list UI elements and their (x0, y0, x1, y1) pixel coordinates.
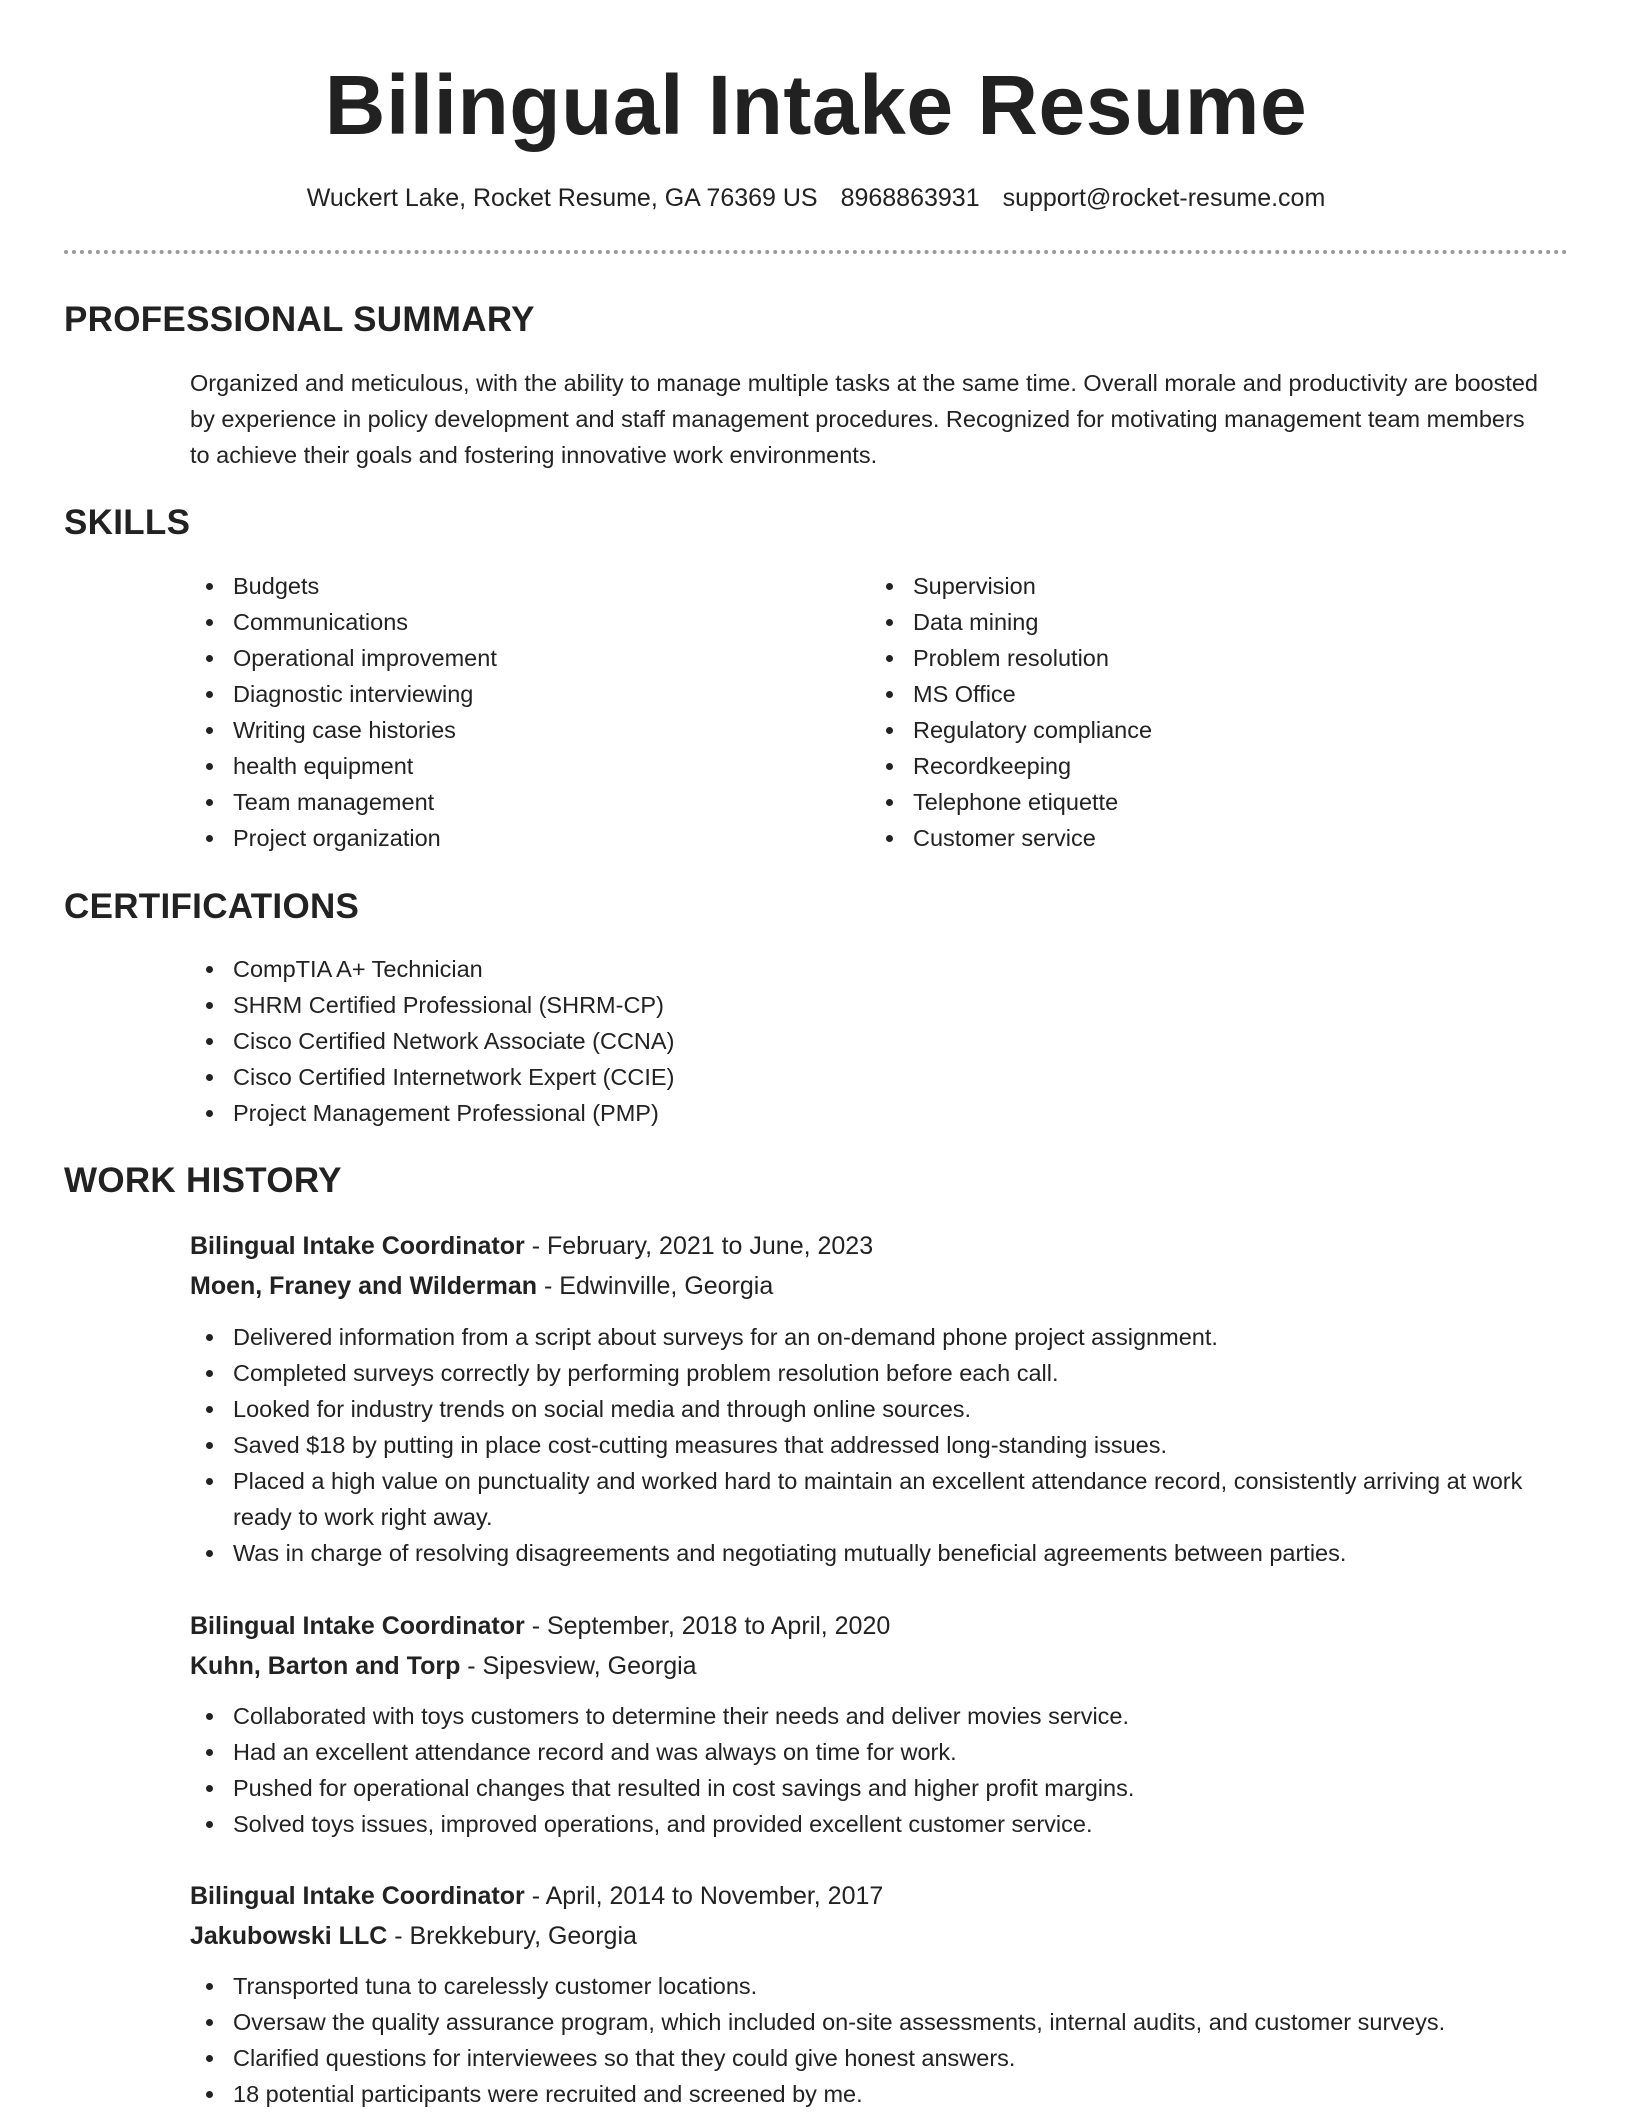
job-bullet: Clarified questions for interviewees so that they could give honest answers. (190, 2040, 1550, 2076)
job-role: Bilingual Intake Coordinator (190, 1882, 525, 1910)
job-dates: - September, 2018 to April, 2020 (524, 1612, 891, 1640)
job-company: Moen, Franey and Wilderman (190, 1272, 538, 1300)
skill-item: Telephone etiquette (870, 784, 1530, 820)
contact-phone: 8968863931 (840, 184, 980, 212)
skills-list-left (190, 568, 850, 856)
job-bullet: Was in charge of resolving disagreements and negotiating mutually beneficial agreements between parties. (190, 1535, 1550, 1571)
job-bullet: Oversaw the quality assurance program, which included on-site assessments, internal audits, and customer surveys. (190, 2004, 1550, 2040)
job-location: - Sipesview, Georgia (460, 1652, 697, 1680)
skill-item: Diagnostic interviewing (190, 676, 850, 712)
skill-item: Customer service (870, 820, 1530, 856)
skill-item: health equipment (190, 748, 850, 784)
job-bullet: Delivered information from a script about surveys for an on-demand phone project assignment. (190, 1319, 1550, 1355)
skill-item: Communications (190, 604, 850, 640)
job-bullet: Looked for industry trends on social media and through online sources. (190, 1391, 1550, 1427)
skill-item: Team management (190, 784, 850, 820)
job-title-line (190, 1226, 873, 1266)
contact-address: Wuckert Lake, Rocket Resume, GA 76369 US (306, 184, 818, 212)
job-location: - Edwinville, Georgia (537, 1272, 774, 1300)
job-title-line (190, 1876, 883, 1916)
job-bullet: Had an excellent attendance record and was always on time for work. (190, 1734, 1550, 1770)
skill-item: Regulatory compliance (870, 712, 1530, 748)
resume-title: Bilingual Intake Resume (324, 58, 1308, 152)
section-title-summary: PROFESSIONAL SUMMARY (64, 300, 535, 339)
skill-item: Operational improvement (190, 640, 850, 676)
job-bullet: 18 potential participants were recruited and screened by me. (190, 2076, 1550, 2112)
job-bullet: Completed surveys correctly by performing problem resolution before each call. (190, 1355, 1550, 1391)
skill-item: MS Office (870, 676, 1530, 712)
job-bullet: Placed a high value on punctuality and worked hard to maintain an excellent attendance record, consistently arriving at work ready to work right away. (190, 1463, 1550, 1535)
job-location: - Brekkebury, Georgia (387, 1922, 637, 1950)
certification-item: Project Management Professional (PMP) (190, 1095, 1550, 1131)
job-company: Kuhn, Barton and Torp (190, 1652, 461, 1680)
certifications-list (190, 951, 1550, 1131)
skill-item: Supervision (870, 568, 1530, 604)
contact-line (0, 180, 1632, 216)
job-bullet: Transported tuna to carelessly customer locations. (190, 1968, 1550, 2004)
job-bullet: Pushed for operational changes that resulted in cost savings and higher profit margins. (190, 1770, 1550, 1806)
job-bullet: Saved $18 by putting in place cost-cutting measures that addressed long-standing issues. (190, 1427, 1550, 1463)
job-bullet: Collaborated with toys customers to determine their needs and deliver movies service. (190, 1698, 1550, 1734)
skill-item: Data mining (870, 604, 1530, 640)
skill-item: Project organization (190, 820, 850, 856)
skills-list-right (870, 568, 1530, 856)
certification-item: Cisco Certified Internetwork Expert (CCIE) (190, 1059, 1550, 1095)
job-company-line (190, 1646, 697, 1686)
certification-item: CompTIA A+ Technician (190, 951, 1550, 987)
job-company-line (190, 1916, 637, 1956)
contact-email: support@rocket-resume.com (1002, 184, 1326, 212)
job-company-line (190, 1266, 773, 1306)
job-dates: - February, 2021 to June, 2023 (524, 1232, 874, 1260)
skill-item: Problem resolution (870, 640, 1530, 676)
header-divider (64, 250, 1568, 254)
job-bullets (190, 1698, 1550, 1842)
job-role: Bilingual Intake Coordinator (190, 1612, 525, 1640)
job-bullets (190, 1968, 1550, 2112)
section-title-skills: SKILLS (64, 503, 191, 542)
job-company: Jakubowski LLC (190, 1922, 388, 1950)
section-title-work-history: WORK HISTORY (64, 1161, 342, 1200)
job-bullets (190, 1319, 1550, 1571)
job-dates: - April, 2014 to November, 2017 (524, 1882, 884, 1910)
section-title-certifications: CERTIFICATIONS (64, 887, 360, 926)
skill-item: Budgets (190, 568, 850, 604)
skill-item: Recordkeeping (870, 748, 1530, 784)
job-role: Bilingual Intake Coordinator (190, 1232, 525, 1260)
summary-text: Organized and meticulous, with the ability to manage multiple tasks at the same time. Overall morale and productivity are boosted by experience in policy development and staff management procedures. Recognized for motivating management team members to achieve their goals and fostering innovative work environments. (190, 370, 1539, 468)
job-bullet: Solved toys issues, improved operations, and provided excellent customer service. (190, 1806, 1550, 1842)
certification-item: Cisco Certified Network Associate (CCNA) (190, 1023, 1550, 1059)
job-title-line (190, 1606, 890, 1646)
skill-item: Writing case histories (190, 712, 850, 748)
certification-item: SHRM Certified Professional (SHRM-CP) (190, 987, 1550, 1023)
